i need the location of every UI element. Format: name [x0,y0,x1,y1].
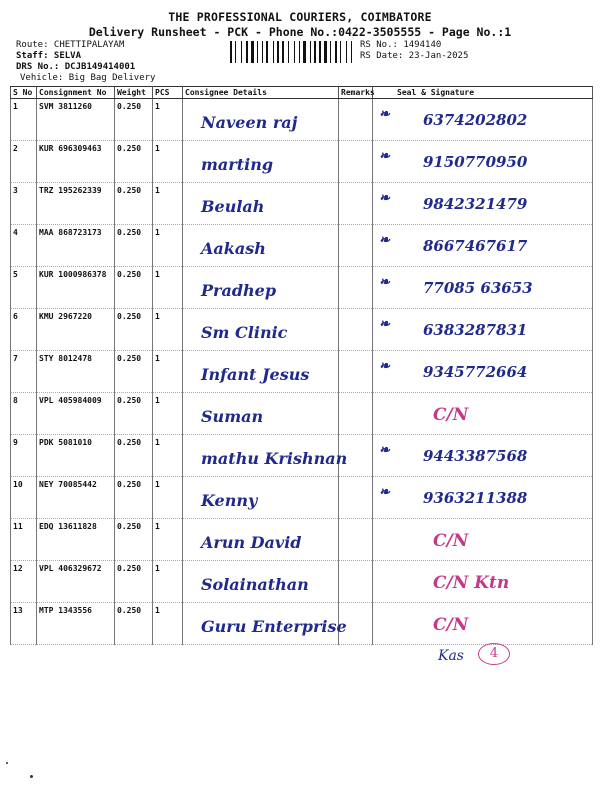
runsheet-subtitle: Delivery Runsheet - PCK - Phone No.:0422-3505555 - Page No.:1 [88,25,512,39]
table-row [11,99,593,141]
consignee-handwriting: Sm Clinic [201,323,288,342]
signature-scribble-icon: ❧ [379,107,390,122]
table-row [11,267,593,309]
cell-sno: 13 [11,603,37,645]
signature-scribble-icon: ❧ [379,149,390,164]
company-title: THE PROFESSIONAL COURIERS, COIMBATORE [168,10,432,24]
cell-remarks [339,393,373,435]
vehicle-label: Vehicle: Big Bag Delivery [20,73,156,83]
signature-scribble-icon: ❧ [379,359,390,374]
signature-scribble-icon: ❧ [379,233,390,248]
cell-pcs: 1 [153,183,183,225]
table-row [11,477,593,519]
table-row [11,309,593,351]
footer-initials: Kas [438,648,464,664]
cell-consignment: STY 8012478 [37,351,115,393]
cell-signature [373,309,593,351]
cell-consignment: MTP 1343556 [37,603,115,645]
signature-phone: 9150770950 [423,153,528,171]
cell-signature [373,435,593,477]
signature-phone: 9345772664 [423,363,528,381]
scan-dot [6,762,8,764]
signature-scribble-icon: ❧ [379,443,390,458]
cln-note: C/N [433,531,469,551]
cell-sno: 7 [11,351,37,393]
cell-signature [373,99,593,141]
cell-weight: 0.250 [115,267,153,309]
route-label: Route: CHETTIPALAYAM [16,40,125,50]
cell-consignee [183,603,347,645]
footer-count-circle: 4 [478,643,510,665]
table-row [11,393,593,435]
cell-remarks [339,351,373,393]
cell-pcs: 1 [153,561,183,603]
cell-sno: 10 [11,477,37,519]
signature-phone: 6383287831 [423,321,528,339]
cell-remarks [339,99,373,141]
cell-pcs: 1 [153,519,183,561]
cell-consignee [183,561,339,603]
cell-weight: 0.250 [115,351,153,393]
cln-note: C/N [433,615,469,635]
cell-signature [373,393,593,435]
barcode [230,41,355,63]
cell-consignment: EDQ 13611828 [37,519,115,561]
cell-remarks [339,519,373,561]
cell-pcs: 1 [153,393,183,435]
cell-weight: 0.250 [115,225,153,267]
consignee-handwriting: Beulah [201,197,265,216]
consignee-handwriting: Infant Jesus [201,365,310,384]
cln-note: C/N [433,405,469,425]
cell-signature [373,267,593,309]
signature-phone: 6374202802 [423,111,528,129]
table-header-row [11,87,593,99]
table-row [11,183,593,225]
cell-remarks [339,561,373,603]
table-row [11,561,593,603]
consignee-handwriting: Kenny [201,491,258,510]
cell-consignment: NEY 70085442 [37,477,115,519]
cell-remarks [339,267,373,309]
consignee-handwriting: Aakash [201,239,266,258]
cell-consignee [183,519,339,561]
cell-remarks [339,141,373,183]
cell-sno: 6 [11,309,37,351]
cell-signature [373,477,593,519]
cell-remarks [339,603,373,645]
consignee-handwriting: Guru Enterprise [201,617,347,636]
cell-remarks [339,435,373,477]
cell-remarks [339,477,373,519]
runsheet-table [10,86,593,645]
cell-consignee [183,183,339,225]
drs-number: DRS No.: DCJB149414001 [16,62,136,72]
cell-consignment: KUR 1000986378 [37,267,115,309]
consignee-handwriting: mathu Krishnan [201,449,348,468]
signature-scribble-icon: ❧ [379,275,390,290]
cell-consignment: VPL 406329672 [37,561,115,603]
cell-consignee [183,351,339,393]
signature-scribble-icon: ❧ [379,191,390,206]
cell-pcs: 1 [153,141,183,183]
cell-weight: 0.250 [115,519,153,561]
cell-weight: 0.250 [115,99,153,141]
rs-date: RS Date: 23-Jan-2025 [360,51,469,61]
table-row [11,351,593,393]
cell-weight: 0.250 [115,393,153,435]
consignee-handwriting: Pradhep [201,281,277,300]
cell-signature [373,603,593,645]
signature-scribble-icon: ❧ [379,317,390,332]
cell-sno: 1 [11,99,37,141]
cell-signature [373,183,593,225]
col-consignment: Consignment No [37,87,115,99]
col-pcs: PCS [153,87,183,99]
cell-pcs: 1 [153,99,183,141]
cell-consignee [183,141,339,183]
cell-consignment: VPL 405984009 [37,393,115,435]
cell-weight: 0.250 [115,141,153,183]
cell-sno: 8 [11,393,37,435]
consignee-handwriting: Arun David [201,533,302,552]
cell-consignee [183,99,339,141]
cell-pcs: 1 [153,225,183,267]
cell-consignee [183,267,339,309]
cell-pcs: 1 [153,267,183,309]
signature-phone: 8667467617 [423,237,528,255]
table-row [11,225,593,267]
cell-signature [373,141,593,183]
cell-pcs: 1 [153,603,183,645]
col-remarks: Remarks [339,87,373,99]
cell-sno: 5 [11,267,37,309]
table-row [11,519,593,561]
signature-phone: 77085 63653 [423,279,533,297]
cell-remarks [339,309,373,351]
cell-consignee [183,225,339,267]
scan-dot [30,775,33,778]
cell-sno: 4 [11,225,37,267]
cell-pcs: 1 [153,435,183,477]
cell-consignment: MAA 868723173 [37,225,115,267]
cell-weight: 0.250 [115,561,153,603]
table-row [11,435,593,477]
cell-signature [373,225,593,267]
col-signature: Seal & Signature [373,87,593,99]
cell-sno: 3 [11,183,37,225]
cell-consignee [183,435,348,477]
table-row [11,141,593,183]
cell-weight: 0.250 [115,309,153,351]
cell-consignee [183,393,339,435]
signature-phone: 9842321479 [423,195,528,213]
consignee-handwriting: Suman [201,407,264,426]
staff-label: Staff: SELVA [16,51,82,61]
cell-consignee [183,477,339,519]
cell-remarks [339,225,373,267]
cell-weight: 0.250 [115,183,153,225]
table-row [11,603,593,645]
cell-consignment: SVM 3811260 [37,99,115,141]
cell-weight: 0.250 [115,477,153,519]
cell-pcs: 1 [153,477,183,519]
signature-scribble-icon: ❧ [379,485,390,500]
cell-sno: 9 [11,435,37,477]
signature-phone: 9443387568 [423,447,528,465]
cell-sno: 2 [11,141,37,183]
cell-sno: 11 [11,519,37,561]
cell-remarks [339,183,373,225]
cell-weight: 0.250 [115,435,153,477]
col-sno: S No [11,87,37,99]
rs-number: RS No.: 1494140 [360,40,442,50]
cell-signature [373,561,593,603]
cell-consignee [183,309,339,351]
consignee-handwriting: marting [201,155,274,174]
cell-consignment: PDK 5081010 [37,435,115,477]
cell-signature [373,519,593,561]
col-weight: Weight [115,87,153,99]
cell-pcs: 1 [153,309,183,351]
cell-sno: 12 [11,561,37,603]
cell-signature [373,351,593,393]
consignee-handwriting: Solainathan [201,575,309,594]
col-consignee: Consignee Details [183,87,339,99]
cell-consignment: TRZ 195262339 [37,183,115,225]
consignee-handwriting: Naveen raj [201,113,298,132]
cln-note: C/N Ktn [433,573,510,593]
signature-phone: 9363211388 [423,489,528,507]
cell-consignment: KUR 696309463 [37,141,115,183]
cell-pcs: 1 [153,351,183,393]
cell-consignment: KMU 2967220 [37,309,115,351]
cell-weight: 0.250 [115,603,153,645]
